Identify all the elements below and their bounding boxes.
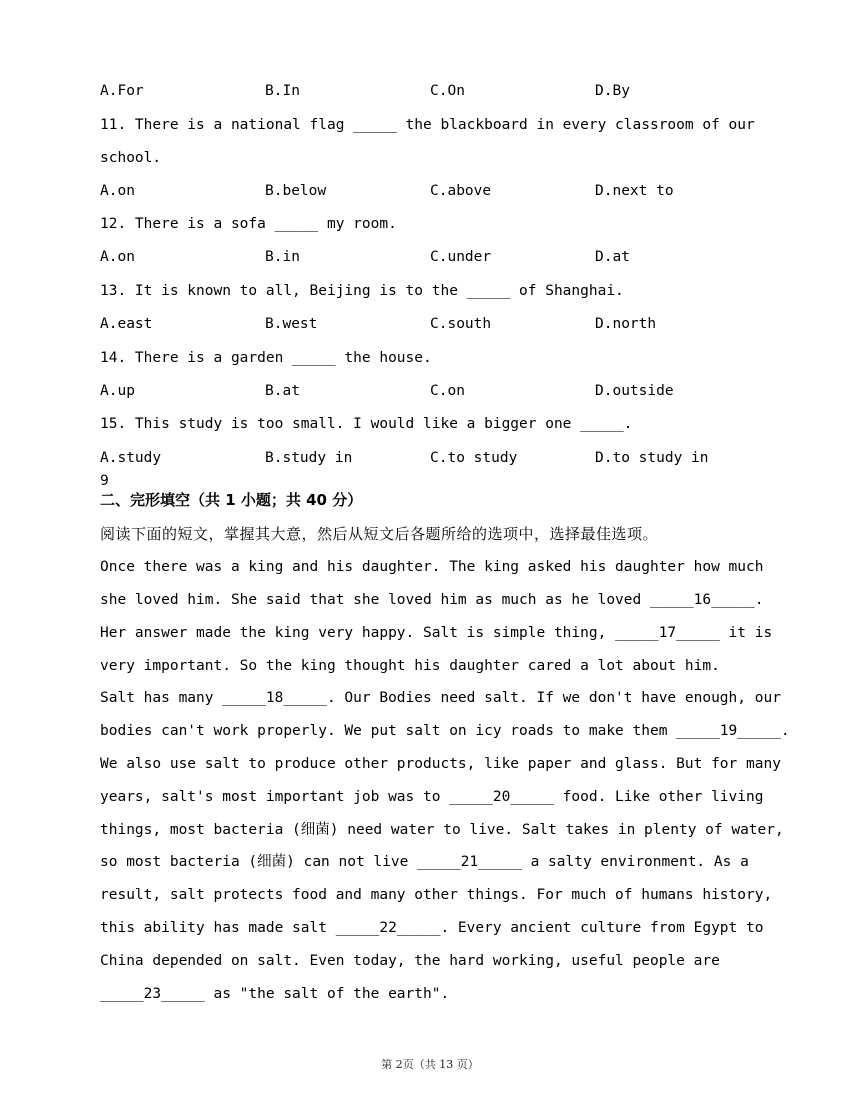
q14-option-d: D.outside — [595, 383, 674, 399]
passage-line: bodies can't work properly. We put salt on icy roads to make them _____19_____. — [100, 723, 790, 739]
q13-option-a: A.east — [100, 316, 153, 332]
passage-line: very important. So the king thought his daughter cared a lot about him. — [100, 658, 720, 674]
q12-option-c: C.under — [430, 249, 492, 265]
q11-stem-line1: 11. There is a national flag _____ the blackboard in every classroom of our — [100, 117, 755, 133]
q11-option-b: B.below — [265, 183, 327, 199]
q14-stem: 14. There is a garden _____ the house. — [100, 350, 432, 366]
q13-option-b: B.west — [265, 316, 318, 332]
q12-option-a: A.on — [100, 249, 135, 265]
passage-line: Salt has many _____18_____. Our Bodies need salt. If we don't have enough, our — [100, 690, 781, 706]
passage-line: Once there was a king and his daughter. The king asked his daughter how much — [100, 559, 764, 575]
q14-option-a: A.up — [100, 383, 135, 399]
q11-option-c: C.above — [430, 183, 492, 199]
passage-line: things, most bacteria (细菌) need water to live. Salt takes in plenty of water, — [100, 822, 784, 838]
passage-line: so most bacteria (细菌) can not live _____21_____ a salty environment. As a — [100, 854, 749, 870]
q15-option-a: A.study — [100, 450, 162, 466]
q10-option-d: D.By — [595, 83, 630, 99]
q13-option-c: C.south — [430, 316, 492, 332]
passage-line: Her answer made the king very happy. Salt is simple thing, _____17_____ it is — [100, 625, 773, 641]
passage-line: she loved him. She said that she loved him as much as he loved _____16_____. — [100, 592, 764, 608]
q12-option-d: D.at — [595, 249, 630, 265]
q13-option-d: D.north — [595, 316, 657, 332]
q12-stem: 12. There is a sofa _____ my room. — [100, 216, 397, 232]
q12-option-b: B.in — [265, 249, 300, 265]
q11-option-a: A.on — [100, 183, 135, 199]
passage-line: this ability has made salt _____22_____. Every ancient culture from Egypt to — [100, 920, 764, 936]
q10-option-c: C.On — [430, 83, 465, 99]
page-footer: 第 2页（共 13 页） — [381, 1058, 479, 1071]
passage-line: result, salt protects food and many other things. For much of humans history, — [100, 887, 773, 903]
section-instruction: 阅读下面的短文，掌握其大意，然后从短文后各题所给的选项中，选择最佳选项。 — [100, 525, 659, 543]
passage-line: China depended on salt. Even today, the hard working, useful people are — [100, 953, 720, 969]
q11-option-d: D.next to — [595, 183, 674, 199]
section-heading: 二、完形填空（共 1 小题；共 40 分） — [100, 491, 363, 509]
q15-option-c: C.to study — [430, 450, 518, 466]
q10-option-b: B.In — [265, 83, 300, 99]
stray-mark: 9 — [100, 473, 109, 489]
passage-line: years, salt's most important job was to _____20_____ food. Like other living — [100, 789, 764, 805]
q15-stem: 15. This study is too small. I would like a bigger one _____. — [100, 416, 633, 432]
q15-option-b: B.study in — [265, 450, 353, 466]
q14-option-c: C.on — [430, 383, 465, 399]
passage-line: We also use salt to produce other products, like paper and glass. But for many — [100, 756, 781, 772]
q13-stem: 13. It is known to all, Beijing is to the _____ of Shanghai. — [100, 283, 624, 299]
q11-stem-line2: school. — [100, 150, 162, 166]
passage-line: _____23_____ as "the salt of the earth". — [100, 986, 450, 1002]
q10-option-a: A.For — [100, 83, 144, 99]
q14-option-b: B.at — [265, 383, 300, 399]
q15-option-d: D.to study in — [595, 450, 709, 466]
